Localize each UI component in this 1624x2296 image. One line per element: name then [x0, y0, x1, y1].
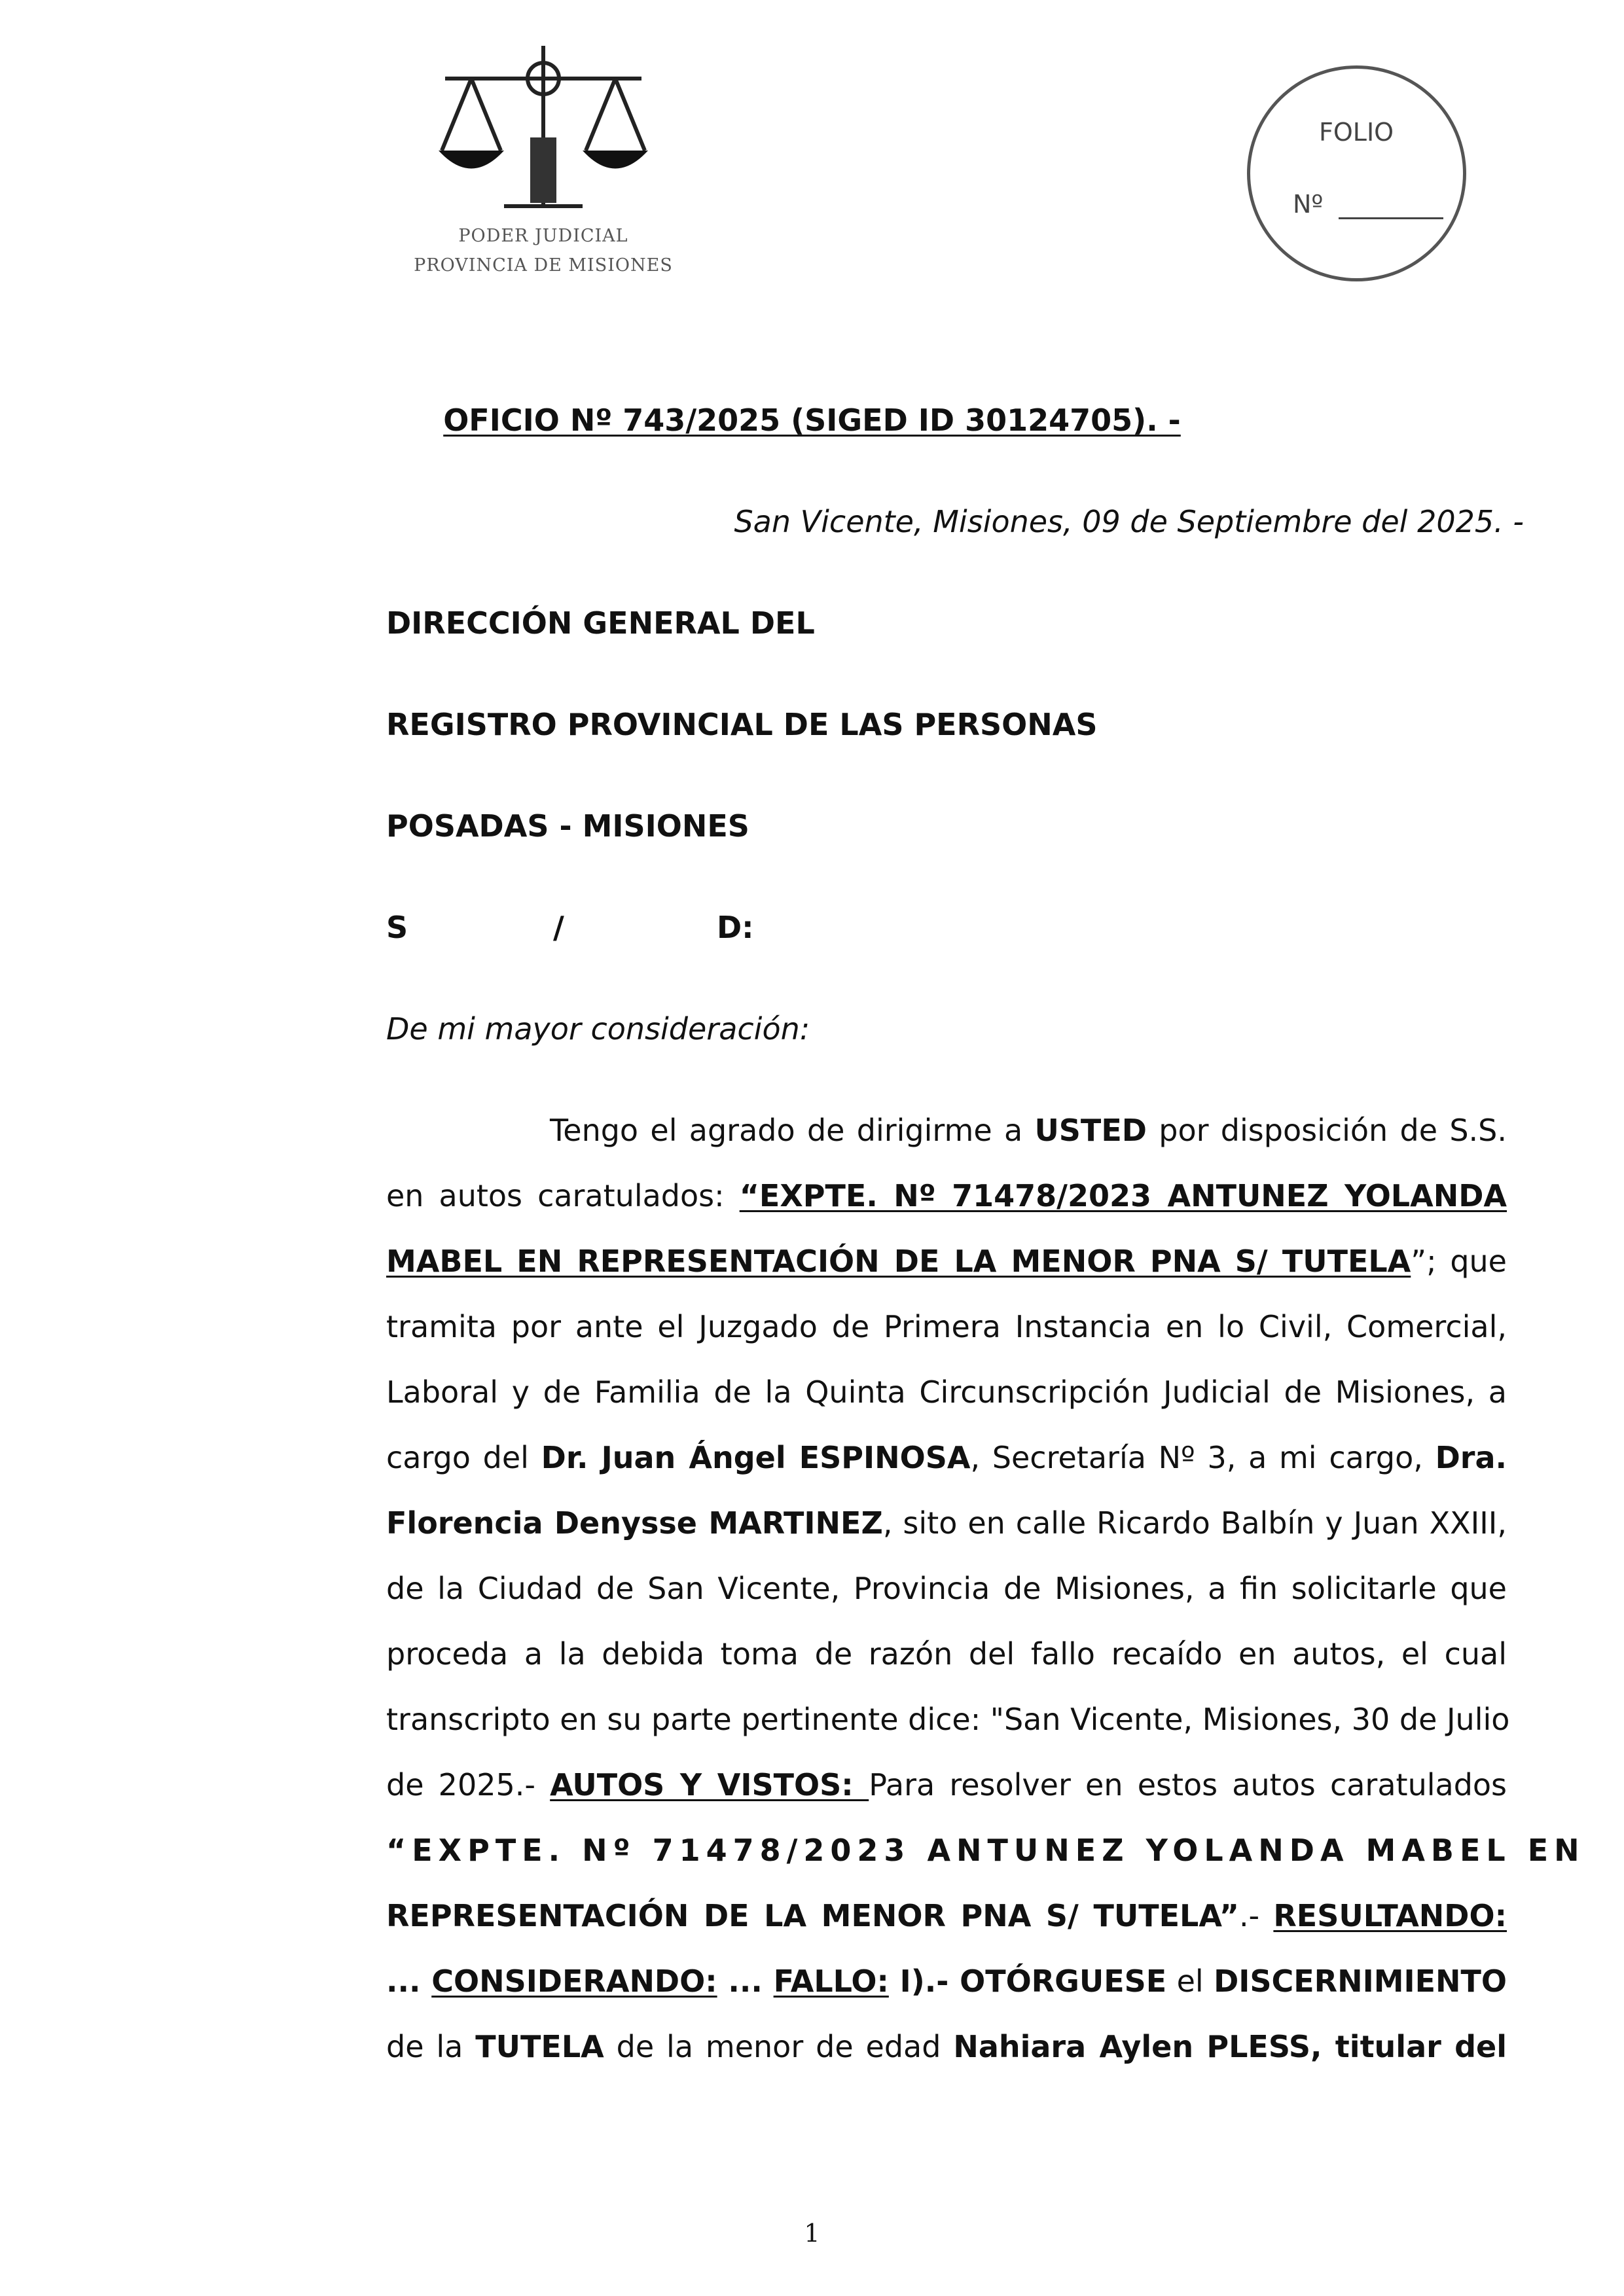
recipient-line-1: DIRECCIÓN GENERAL DEL: [386, 605, 815, 641]
body-line-10: transcripto en su parte pertinente dice: "San Vicente, Misiones, 30 de Julio: [386, 1702, 1510, 1737]
case-title: REPRESENTACIÓN DE LA MENOR PNA S/ TUTELA”: [386, 1898, 1239, 1933]
recipient-line-3: POSADAS - MISIONES: [386, 808, 749, 844]
folio-number-label: Nº: [1293, 190, 1324, 219]
body-line-15: [386, 2029, 1507, 2064]
autos-y-vistos: AUTOS Y VISTOS:: [550, 1767, 869, 1803]
resultando: RESULTANDO:: [1273, 1898, 1507, 1933]
text: por disposición de S.S.: [1146, 1113, 1507, 1148]
text-bold: Dra.: [1435, 1440, 1507, 1475]
body-line-8: de la Ciudad de San Vicente, Provincia de Misiones, a fin solicitarle que: [386, 1571, 1507, 1606]
text: de 2025.-: [386, 1767, 550, 1803]
body-line-2: [386, 1178, 1507, 1213]
body-line-14: [386, 1964, 1507, 1999]
body-line-7: [386, 1505, 1507, 1541]
sd-slash: /: [553, 910, 564, 945]
body-line-9: proceda a la debida toma de razón del fallo recaído en autos, el cual: [386, 1636, 1507, 1672]
text: Tengo el agrado de dirigirme a: [550, 1113, 1035, 1148]
sd-d: D:: [717, 910, 754, 945]
minor-name: Nahiara Aylen PLESS, titular del: [953, 2029, 1507, 2064]
logo-line-2: PROVINCIA DE MISIONES: [414, 255, 673, 276]
text: ”; que: [1411, 1244, 1507, 1279]
folio-stamp: [1247, 65, 1473, 285]
case-title: “EXPTE. Nº 71478/2023 ANTUNEZ YOLANDA: [739, 1178, 1507, 1213]
logo-line-1: PODER JUDICIAL: [458, 226, 628, 246]
judicial-logo: [406, 39, 681, 288]
body-line-5: Laboral y de Familia de la Quinta Circunscripción Judicial de Misiones, a: [386, 1374, 1507, 1410]
ellipsis: ...: [386, 1964, 432, 1999]
ellipsis: ...: [717, 1964, 774, 1999]
document-title: OFICIO Nº 743/2025 (SIGED ID 30124705). -: [443, 403, 1181, 438]
folio-circle: [1247, 65, 1466, 281]
text-bold: USTED: [1034, 1113, 1147, 1148]
scales-of-justice-icon: [432, 39, 655, 223]
otorguese: I).- OTÓRGUESE: [888, 1964, 1167, 1999]
folio-number-blank: [1339, 217, 1443, 219]
text: el: [1166, 1964, 1214, 1999]
sd-s: S: [386, 910, 408, 945]
fallo: FALLO:: [773, 1964, 889, 1999]
greeting: De mi mayor consideración:: [386, 1011, 810, 1047]
text: de la: [386, 2029, 476, 2064]
body-line-11: [386, 1767, 1507, 1803]
body-line-1: [550, 1113, 1507, 1148]
recipient-line-2: REGISTRO PROVINCIAL DE LAS PERSONAS: [386, 707, 1098, 742]
text: en autos caratulados:: [386, 1178, 740, 1213]
salutation-sd: [386, 910, 754, 945]
text: , Secretaría Nº 3, a mi cargo,: [970, 1440, 1435, 1475]
body-line-6: [386, 1440, 1507, 1475]
text: de la menor de edad: [604, 2029, 954, 2064]
text: , sito en calle Ricardo Balbín y Juan XXIII,: [882, 1505, 1507, 1541]
page-number: 1: [804, 2219, 820, 2248]
text: .-: [1238, 1898, 1274, 1933]
text: cargo del: [386, 1440, 541, 1475]
body-line-3: [386, 1244, 1507, 1279]
text: Para resolver en estos autos caratulados: [869, 1767, 1507, 1803]
document-date: San Vicente, Misiones, 09 de Septiembre del 2025. -: [734, 504, 1524, 539]
case-title: MABEL EN REPRESENTACIÓN DE LA MENOR PNA S/ TUTELA: [386, 1244, 1411, 1279]
tutela: TUTELA: [475, 2029, 604, 2064]
considerando: CONSIDERANDO:: [431, 1964, 717, 1999]
discernimiento: DISCERNIMIENTO: [1214, 1964, 1507, 1999]
folio-label: FOLIO: [1319, 118, 1394, 147]
judge-name: Dr. Juan Ángel ESPINOSA: [541, 1440, 971, 1475]
secretary-name: Florencia Denysse MARTINEZ: [386, 1505, 883, 1541]
body-line-12: “EXPTE. Nº 71478/2023 ANTUNEZ YOLANDA MABEL EN: [386, 1833, 1585, 1868]
body-line-4: tramita por ante el Juzgado de Primera Instancia en lo Civil, Comercial,: [386, 1309, 1507, 1344]
body-line-13: [386, 1898, 1507, 1933]
